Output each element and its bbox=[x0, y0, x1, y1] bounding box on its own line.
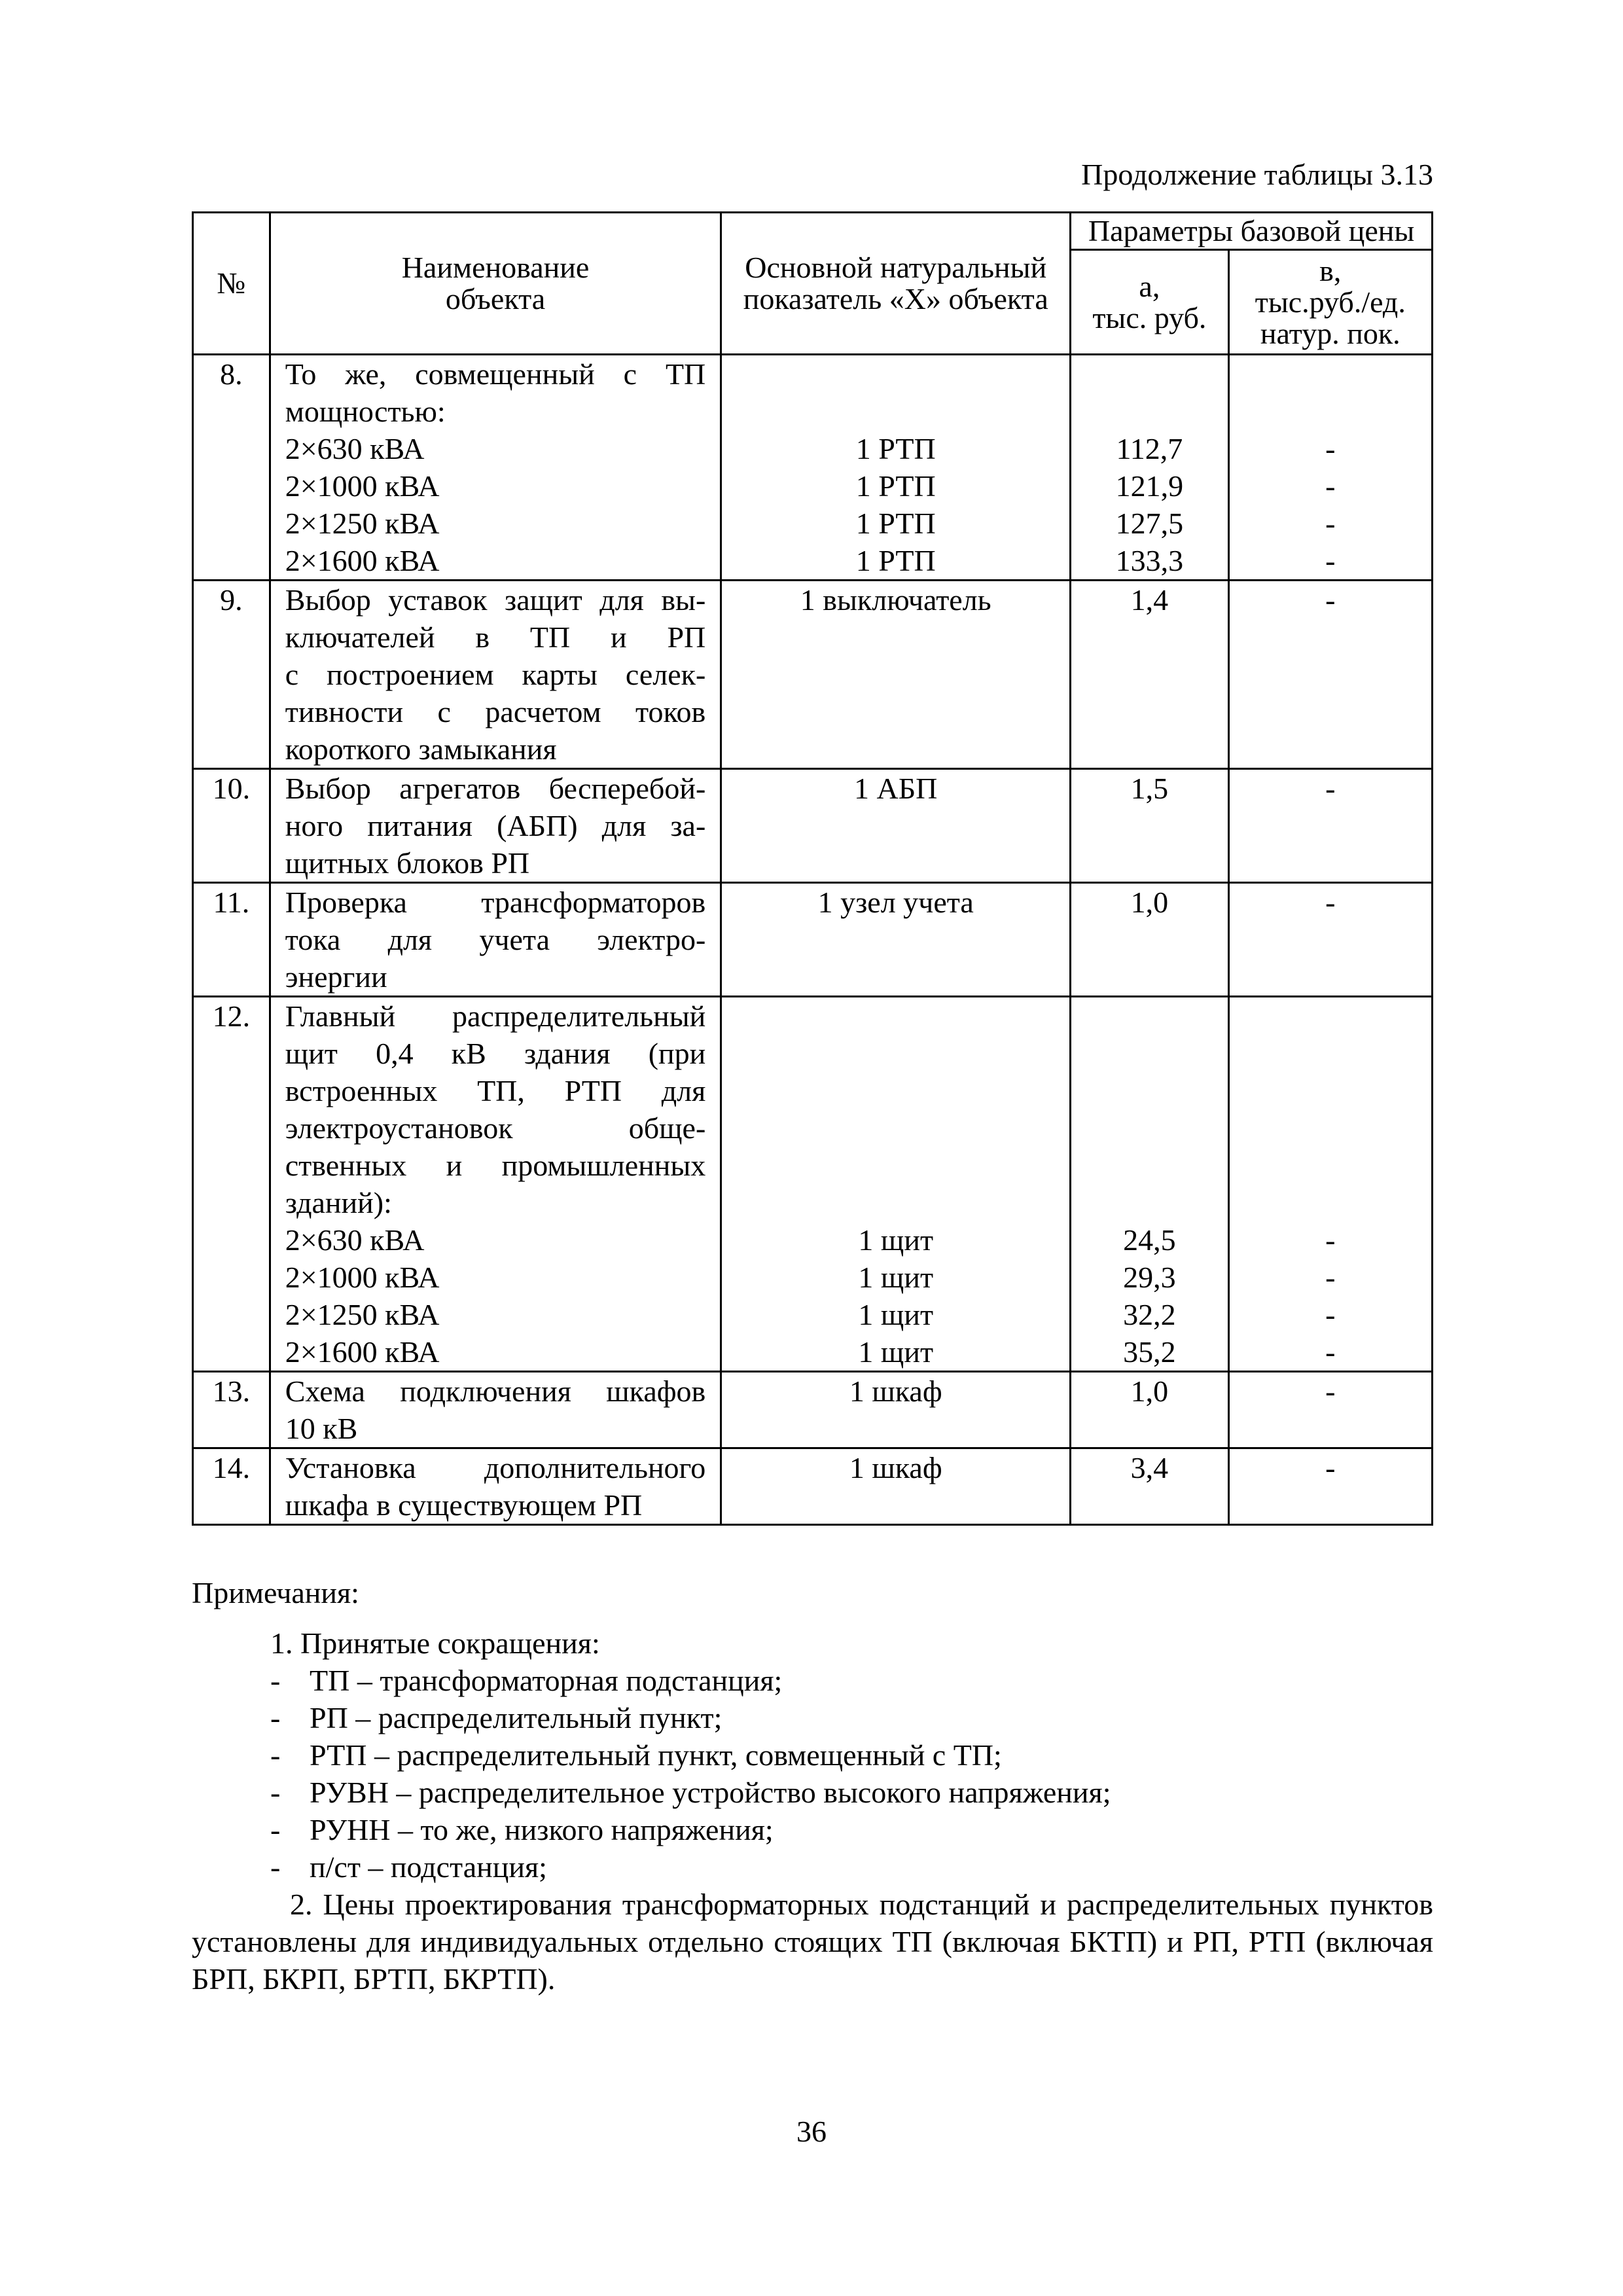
object-name-line: короткого замыкания bbox=[285, 732, 557, 766]
object-name bbox=[270, 355, 721, 581]
price-b-cell bbox=[1228, 883, 1432, 997]
table-row bbox=[193, 581, 1433, 769]
abbreviation-text: РУНН – то же, низкого напряжения; bbox=[310, 1813, 774, 1846]
object-name bbox=[270, 883, 721, 997]
dash-marker: - bbox=[270, 1701, 281, 1734]
price-a-cell bbox=[1071, 355, 1228, 581]
price-b-value bbox=[1230, 1109, 1431, 1147]
price-a-value bbox=[1071, 393, 1227, 430]
object-name-line: шкафа в существующем РП bbox=[285, 1488, 643, 1522]
price-table bbox=[192, 211, 1433, 1526]
price-b-value: - bbox=[1325, 1374, 1336, 1408]
object-name-line: щитных блоков РП bbox=[285, 846, 530, 880]
object-name-line: 2×1000 кВА bbox=[285, 1261, 440, 1294]
price-a-value: 1,0 bbox=[1130, 1374, 1169, 1408]
header-indicator: Основной натуральный показатель «Х» объекта bbox=[721, 213, 1071, 355]
row-number: 13. bbox=[193, 1372, 270, 1448]
price-a-value: 112,7 bbox=[1116, 432, 1183, 465]
abbreviation-item bbox=[192, 1811, 1433, 1848]
price-b-value bbox=[1230, 1147, 1431, 1184]
table-body bbox=[193, 355, 1433, 1525]
indicator-value bbox=[722, 1147, 1069, 1184]
object-name-line: энергии bbox=[285, 960, 387, 994]
price-b-value: - bbox=[1325, 1261, 1336, 1294]
object-name-line: Выбор агрегатов бесперебой- bbox=[285, 772, 706, 805]
price-b-cell bbox=[1228, 769, 1432, 883]
indicator-value: 1 узел учета bbox=[817, 886, 974, 919]
indicator-value: 1 щит bbox=[858, 1335, 934, 1369]
price-a-value: 133,3 bbox=[1115, 544, 1184, 577]
abbreviation-item bbox=[192, 1699, 1433, 1736]
object-name bbox=[270, 1448, 721, 1525]
price-a-value bbox=[1071, 355, 1227, 393]
price-b-value: - bbox=[1325, 1451, 1336, 1484]
indicator-cell bbox=[721, 581, 1071, 769]
dash-marker: - bbox=[270, 1664, 281, 1697]
price-b-value bbox=[1230, 1184, 1431, 1221]
price-b-value: - bbox=[1325, 772, 1336, 805]
price-b-value bbox=[1230, 1035, 1431, 1072]
price-a-cell bbox=[1071, 997, 1228, 1372]
price-b-cell bbox=[1228, 355, 1432, 581]
price-a-value: 32,2 bbox=[1123, 1298, 1176, 1331]
price-a-value bbox=[1071, 997, 1227, 1035]
object-name-line: Установка дополнительного bbox=[285, 1451, 706, 1484]
indicator-value bbox=[722, 355, 1069, 393]
price-b-value bbox=[1230, 1072, 1431, 1109]
object-name-line: встроенных ТП, РТП для bbox=[285, 1074, 706, 1107]
object-name-line: 2×1600 кВА bbox=[285, 544, 440, 577]
row-number: 9. bbox=[193, 581, 270, 769]
price-b-cell bbox=[1228, 997, 1432, 1372]
indicator-value: 1 РТП bbox=[855, 432, 936, 465]
price-a-value bbox=[1071, 1147, 1227, 1184]
object-name-line: электроустановок обще- bbox=[285, 1111, 706, 1145]
price-a-value: 24,5 bbox=[1123, 1223, 1176, 1257]
price-a-value: 29,3 bbox=[1123, 1261, 1176, 1294]
object-name-line: 2×1250 кВА bbox=[285, 1298, 440, 1331]
notes-item-1: 1. Принятые сокращения: bbox=[270, 1626, 600, 1660]
price-b-value: - bbox=[1325, 1298, 1336, 1331]
dash-marker: - bbox=[270, 1813, 281, 1846]
header-no: № bbox=[193, 213, 270, 355]
indicator-value bbox=[722, 1072, 1069, 1109]
object-name-line: с построением карты селек- bbox=[285, 658, 706, 691]
object-name-line: щит 0,4 кВ здания (при bbox=[285, 1037, 706, 1070]
price-b-cell bbox=[1228, 581, 1432, 769]
table-row bbox=[193, 883, 1433, 997]
object-name-line: Проверка трансформаторов bbox=[285, 886, 706, 919]
object-name-line: То же, совмещенный с ТП bbox=[285, 357, 706, 391]
abbreviation-item bbox=[192, 1662, 1433, 1699]
price-b-value: - bbox=[1325, 1335, 1336, 1369]
row-number: 12. bbox=[193, 997, 270, 1372]
price-b-value bbox=[1230, 393, 1431, 430]
price-b-value: - bbox=[1325, 886, 1336, 919]
price-a-cell bbox=[1071, 1372, 1228, 1448]
object-name-line: 2×1000 кВА bbox=[285, 469, 440, 503]
object-name-line: тока для учета электро- bbox=[285, 923, 706, 956]
price-a-value: 1,0 bbox=[1130, 886, 1169, 919]
object-name-line: мощностью: bbox=[285, 395, 446, 428]
object-name bbox=[270, 1372, 721, 1448]
notes-title: Примечания: bbox=[192, 1576, 359, 1609]
header-b: в, тыс.руб./ед. натур. пок. bbox=[1228, 250, 1432, 355]
price-b-value: - bbox=[1325, 544, 1336, 577]
object-name-line: 2×1250 кВА bbox=[285, 507, 440, 540]
abbreviation-item bbox=[192, 1848, 1433, 1886]
object-name-line: 2×1600 кВА bbox=[285, 1335, 440, 1369]
indicator-cell bbox=[721, 1448, 1071, 1525]
object-name-line: ключателей в ТП и РП bbox=[285, 620, 706, 654]
price-b-value: - bbox=[1325, 583, 1336, 617]
price-a-value: 121,9 bbox=[1115, 469, 1184, 503]
object-name-line: ственных и промышленных bbox=[285, 1149, 706, 1182]
price-a-value bbox=[1071, 1035, 1227, 1072]
object-name-line: Главный распределительный bbox=[285, 999, 706, 1033]
price-a-cell bbox=[1071, 1448, 1228, 1525]
price-b-value: - bbox=[1325, 507, 1336, 540]
indicator-value bbox=[722, 1035, 1069, 1072]
price-a-cell bbox=[1071, 769, 1228, 883]
object-name-line: тивности с расчетом токов bbox=[285, 695, 706, 728]
indicator-cell bbox=[721, 883, 1071, 997]
dash-marker: - bbox=[270, 1850, 281, 1884]
object-name bbox=[270, 769, 721, 883]
indicator-value: 1 щит bbox=[858, 1298, 934, 1331]
indicator-value bbox=[722, 997, 1069, 1035]
price-a-value bbox=[1071, 1184, 1227, 1221]
notes bbox=[192, 1574, 1433, 1998]
indicator-cell bbox=[721, 355, 1071, 581]
price-b-cell bbox=[1228, 1448, 1432, 1525]
indicator-cell bbox=[721, 997, 1071, 1372]
indicator-cell bbox=[721, 769, 1071, 883]
price-b-cell bbox=[1228, 1372, 1432, 1448]
abbreviation-list bbox=[192, 1662, 1433, 1886]
dash-marker: - bbox=[270, 1738, 281, 1772]
object-name-line: Схема подключения шкафов bbox=[285, 1374, 706, 1408]
price-a-cell bbox=[1071, 581, 1228, 769]
price-a-value: 3,4 bbox=[1130, 1451, 1169, 1484]
price-a-value: 127,5 bbox=[1115, 507, 1184, 540]
price-a-value bbox=[1071, 1072, 1227, 1109]
price-b-value: - bbox=[1325, 469, 1336, 503]
table-row bbox=[193, 769, 1433, 883]
indicator-value: 1 щит bbox=[858, 1223, 934, 1257]
indicator-value bbox=[722, 1109, 1069, 1147]
table-row bbox=[193, 1448, 1433, 1525]
row-number: 11. bbox=[193, 883, 270, 997]
header-a: а, тыс. руб. bbox=[1071, 250, 1228, 355]
abbreviation-text: РП – распределительный пункт; bbox=[310, 1701, 722, 1734]
object-name-line: 2×630 кВА bbox=[285, 432, 425, 465]
object-name bbox=[270, 997, 721, 1372]
abbreviation-text: РТП – распределительный пункт, совмещенный с ТП; bbox=[310, 1738, 1002, 1772]
table-row bbox=[193, 355, 1433, 581]
object-name-line: 2×630 кВА bbox=[285, 1223, 425, 1257]
abbreviation-text: РУВН – распределительное устройство высокого напряжения; bbox=[310, 1776, 1111, 1809]
abbreviation-text: п/ст – подстанция; bbox=[310, 1850, 547, 1884]
table-row bbox=[193, 1372, 1433, 1448]
notes-item-2: 2. Цены проектирования трансформаторных подстанций и распределительных пунктов установлены для индивидуальных отдельно стоящих ТП (включая БКТП) и РП, РТП (включая БРП, БКРП, БРТП, БКРТП). bbox=[192, 1888, 1433, 1996]
price-b-value bbox=[1230, 997, 1431, 1035]
dash-marker: - bbox=[270, 1776, 281, 1809]
price-b-value: - bbox=[1325, 1223, 1336, 1257]
price-b-value: - bbox=[1325, 432, 1336, 465]
indicator-value: 1 выключатель bbox=[800, 583, 991, 617]
price-a-cell bbox=[1071, 883, 1228, 997]
price-a-value: 35,2 bbox=[1123, 1335, 1176, 1369]
indicator-value: 1 РТП bbox=[855, 469, 936, 503]
object-name-line: 10 кВ bbox=[285, 1412, 358, 1445]
row-number: 10. bbox=[193, 769, 270, 883]
indicator-value: 1 шкаф bbox=[849, 1374, 942, 1408]
abbreviation-item bbox=[192, 1736, 1433, 1774]
header-name: Наименование объекта bbox=[270, 213, 721, 355]
table-row bbox=[193, 997, 1433, 1372]
object-name-line: ного питания (АБП) для за- bbox=[285, 809, 706, 842]
page-number: 36 bbox=[796, 2115, 827, 2148]
price-a-value: 1,5 bbox=[1130, 772, 1169, 805]
price-a-value bbox=[1071, 1109, 1227, 1147]
row-number: 14. bbox=[193, 1448, 270, 1525]
object-name-line: Выбор уставок защит для вы- bbox=[285, 583, 706, 617]
indicator-value: 1 РТП bbox=[855, 544, 936, 577]
indicator-value bbox=[722, 1184, 1069, 1221]
indicator-cell bbox=[721, 1372, 1071, 1448]
price-b-value bbox=[1230, 355, 1431, 393]
abbreviation-text: ТП – трансформаторная подстанция; bbox=[310, 1664, 783, 1697]
indicator-value bbox=[722, 393, 1069, 430]
table-continuation-caption: Продолжение таблицы 3.13 bbox=[1081, 158, 1433, 191]
object-name-line: зданий): bbox=[285, 1186, 392, 1219]
row-number: 8. bbox=[193, 355, 270, 581]
abbreviation-item bbox=[192, 1774, 1433, 1811]
indicator-value: 1 АБП bbox=[854, 772, 938, 805]
indicator-value: 1 РТП bbox=[855, 507, 936, 540]
header-params: Параметры базовой цены bbox=[1071, 213, 1433, 250]
price-a-value: 1,4 bbox=[1130, 583, 1169, 617]
indicator-value: 1 щит bbox=[858, 1261, 934, 1294]
object-name bbox=[270, 581, 721, 769]
indicator-value: 1 шкаф bbox=[849, 1451, 942, 1484]
